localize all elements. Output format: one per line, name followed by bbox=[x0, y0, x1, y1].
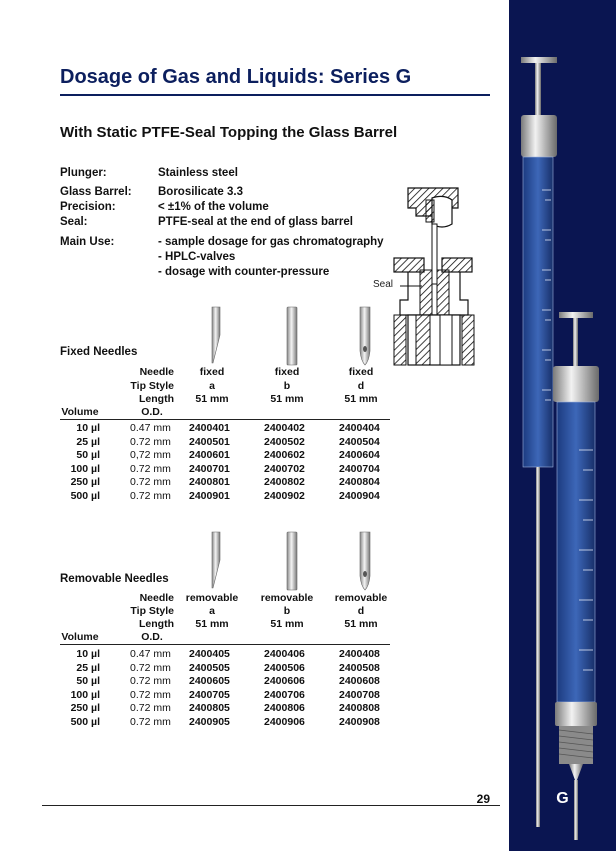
part-number-cell: 2400406 bbox=[264, 648, 305, 660]
part-number-cell: 2400708 bbox=[339, 689, 380, 701]
removable-needle-tip-d-icon bbox=[353, 530, 377, 592]
needle-tip-b-icon bbox=[280, 305, 304, 367]
removable-needles-title: Removable Needles bbox=[60, 573, 169, 585]
part-number-cell: 2400405 bbox=[189, 648, 230, 660]
header-needle: Needle bbox=[139, 592, 174, 604]
part-number-cell: 2400901 bbox=[189, 490, 230, 502]
col-type: removable bbox=[334, 592, 388, 604]
part-number-cell: 2400608 bbox=[339, 675, 380, 687]
header-od: O.D. bbox=[141, 631, 163, 643]
od-cell: 0.47 mm bbox=[130, 648, 171, 660]
page-title: Dosage of Gas and Liquids: Series G bbox=[60, 66, 412, 88]
title-underline bbox=[60, 94, 490, 96]
header-volume: Volume bbox=[61, 406, 99, 418]
col-length: 51 mm bbox=[270, 393, 304, 405]
part-number-cell: 2400701 bbox=[189, 463, 230, 475]
col-style: d bbox=[357, 605, 365, 617]
syringe-illustration bbox=[509, 0, 616, 851]
part-number-cell: 2400504 bbox=[339, 436, 380, 448]
part-number-cell: 2400402 bbox=[264, 422, 305, 434]
part-number-cell: 2400805 bbox=[189, 702, 230, 714]
removable-needle-tip-b-icon bbox=[280, 530, 304, 592]
od-cell: 0.72 mm bbox=[130, 662, 171, 674]
part-number-cell: 2400508 bbox=[339, 662, 380, 674]
volume-cell: 25 µl bbox=[76, 662, 100, 674]
header-length: Length bbox=[139, 393, 174, 405]
removable-needle-tip-a-icon bbox=[204, 530, 228, 590]
header-od: O.D. bbox=[141, 406, 163, 418]
volume-cell: 10 µl bbox=[76, 422, 100, 434]
barrel-label: Glass Barrel: bbox=[60, 186, 132, 198]
col-type: removable bbox=[185, 592, 239, 604]
part-number-cell: 2400706 bbox=[264, 689, 305, 701]
od-cell: 0.72 mm bbox=[130, 716, 171, 728]
col-length: 51 mm bbox=[270, 618, 304, 630]
part-number-cell: 2400704 bbox=[339, 463, 380, 475]
volume-cell: 500 µl bbox=[70, 490, 100, 502]
col-type: fixed bbox=[348, 366, 374, 378]
col-type: removable bbox=[260, 592, 314, 604]
od-cell: 0.72 mm bbox=[130, 463, 171, 475]
barrel-value: Borosilicate 3.3 bbox=[158, 186, 244, 198]
part-number-cell: 2400506 bbox=[264, 662, 305, 674]
part-number-cell: 2400606 bbox=[264, 675, 305, 687]
part-number-cell: 2400705 bbox=[189, 689, 230, 701]
od-cell: 0,72 mm bbox=[130, 449, 171, 461]
col-style: d bbox=[357, 380, 365, 392]
col-type: fixed bbox=[199, 366, 225, 378]
od-cell: 0.72 mm bbox=[130, 702, 171, 714]
col-style: b bbox=[283, 605, 291, 617]
od-cell: 0.72 mm bbox=[130, 689, 171, 701]
volume-cell: 50 µl bbox=[76, 675, 100, 687]
volume-cell: 250 µl bbox=[70, 702, 100, 714]
table-rule bbox=[60, 644, 390, 645]
od-cell: 0.47 mm bbox=[130, 422, 171, 434]
od-cell: 0.72 mm bbox=[130, 490, 171, 502]
seal-cross-section-diagram bbox=[380, 180, 490, 370]
part-number-cell: 2400902 bbox=[264, 490, 305, 502]
part-number-cell: 2400904 bbox=[339, 490, 380, 502]
part-number-cell: 2400702 bbox=[264, 463, 305, 475]
plunger-value: Stainless steel bbox=[158, 167, 238, 179]
col-style: a bbox=[209, 380, 215, 392]
part-number-cell: 2400905 bbox=[189, 716, 230, 728]
part-number-cell: 2400802 bbox=[264, 476, 305, 488]
col-style: b bbox=[283, 380, 291, 392]
needle-tip-d-icon bbox=[353, 305, 377, 367]
seal-value: PTFE-seal at the end of glass barrel bbox=[158, 216, 353, 228]
volume-cell: 100 µl bbox=[70, 689, 100, 701]
footer-rule bbox=[42, 805, 500, 806]
header-length: Length bbox=[139, 618, 174, 630]
part-number-cell: 2400804 bbox=[339, 476, 380, 488]
col-type: fixed bbox=[274, 366, 300, 378]
volume-cell: 250 µl bbox=[70, 476, 100, 488]
col-length: 51 mm bbox=[344, 393, 378, 405]
main-use-item: - sample dosage for gas chromatography bbox=[158, 236, 384, 248]
part-number-cell: 2400408 bbox=[339, 648, 380, 660]
seal-callout: Seal bbox=[373, 279, 394, 290]
od-cell: 0.72 mm bbox=[130, 436, 171, 448]
precision-value: < ±1% of the volume bbox=[158, 201, 269, 213]
part-number-cell: 2400602 bbox=[264, 449, 305, 461]
part-number-cell: 2400601 bbox=[189, 449, 230, 461]
section-letter: G bbox=[556, 790, 569, 807]
part-number-cell: 2400801 bbox=[189, 476, 230, 488]
header-volume: Volume bbox=[61, 631, 99, 643]
volume-cell: 10 µl bbox=[76, 648, 100, 660]
volume-cell: 50 µl bbox=[76, 449, 100, 461]
part-number-cell: 2400502 bbox=[264, 436, 305, 448]
seal-label: Seal: bbox=[60, 216, 88, 228]
col-length: 51 mm bbox=[195, 618, 229, 630]
part-number-cell: 2400505 bbox=[189, 662, 230, 674]
plunger-label: Plunger: bbox=[60, 167, 107, 179]
needle-tip-a-icon bbox=[204, 305, 228, 365]
volume-cell: 25 µl bbox=[76, 436, 100, 448]
part-number-cell: 2400604 bbox=[339, 449, 380, 461]
header-needle: Needle bbox=[139, 366, 174, 378]
col-length: 51 mm bbox=[195, 393, 229, 405]
fixed-needles-title: Fixed Needles bbox=[60, 346, 138, 358]
od-cell: 0.72 mm bbox=[130, 675, 171, 687]
page-number: 29 bbox=[476, 792, 490, 806]
od-cell: 0.72 mm bbox=[130, 476, 171, 488]
main-use-label: Main Use: bbox=[60, 236, 115, 248]
part-number-cell: 2400808 bbox=[339, 702, 380, 714]
page-subtitle: With Static PTFE-Seal Topping the Glass Barrel bbox=[60, 124, 398, 141]
part-number-cell: 2400501 bbox=[189, 436, 230, 448]
main-use-item: - HPLC-valves bbox=[158, 251, 236, 263]
header-tip-style: Tip Style bbox=[130, 605, 174, 617]
col-style: a bbox=[209, 605, 215, 617]
part-number-cell: 2400906 bbox=[264, 716, 305, 728]
main-use-item: - dosage with counter-pressure bbox=[158, 266, 330, 278]
table-rule bbox=[60, 419, 390, 420]
part-number-cell: 2400605 bbox=[189, 675, 230, 687]
part-number-cell: 2400908 bbox=[339, 716, 380, 728]
precision-label: Precision: bbox=[60, 201, 116, 213]
part-number-cell: 2400806 bbox=[264, 702, 305, 714]
header-tip-style: Tip Style bbox=[130, 380, 174, 392]
volume-cell: 100 µl bbox=[70, 463, 100, 475]
volume-cell: 500 µl bbox=[70, 716, 100, 728]
col-length: 51 mm bbox=[344, 618, 378, 630]
part-number-cell: 2400401 bbox=[189, 422, 230, 434]
part-number-cell: 2400404 bbox=[339, 422, 380, 434]
